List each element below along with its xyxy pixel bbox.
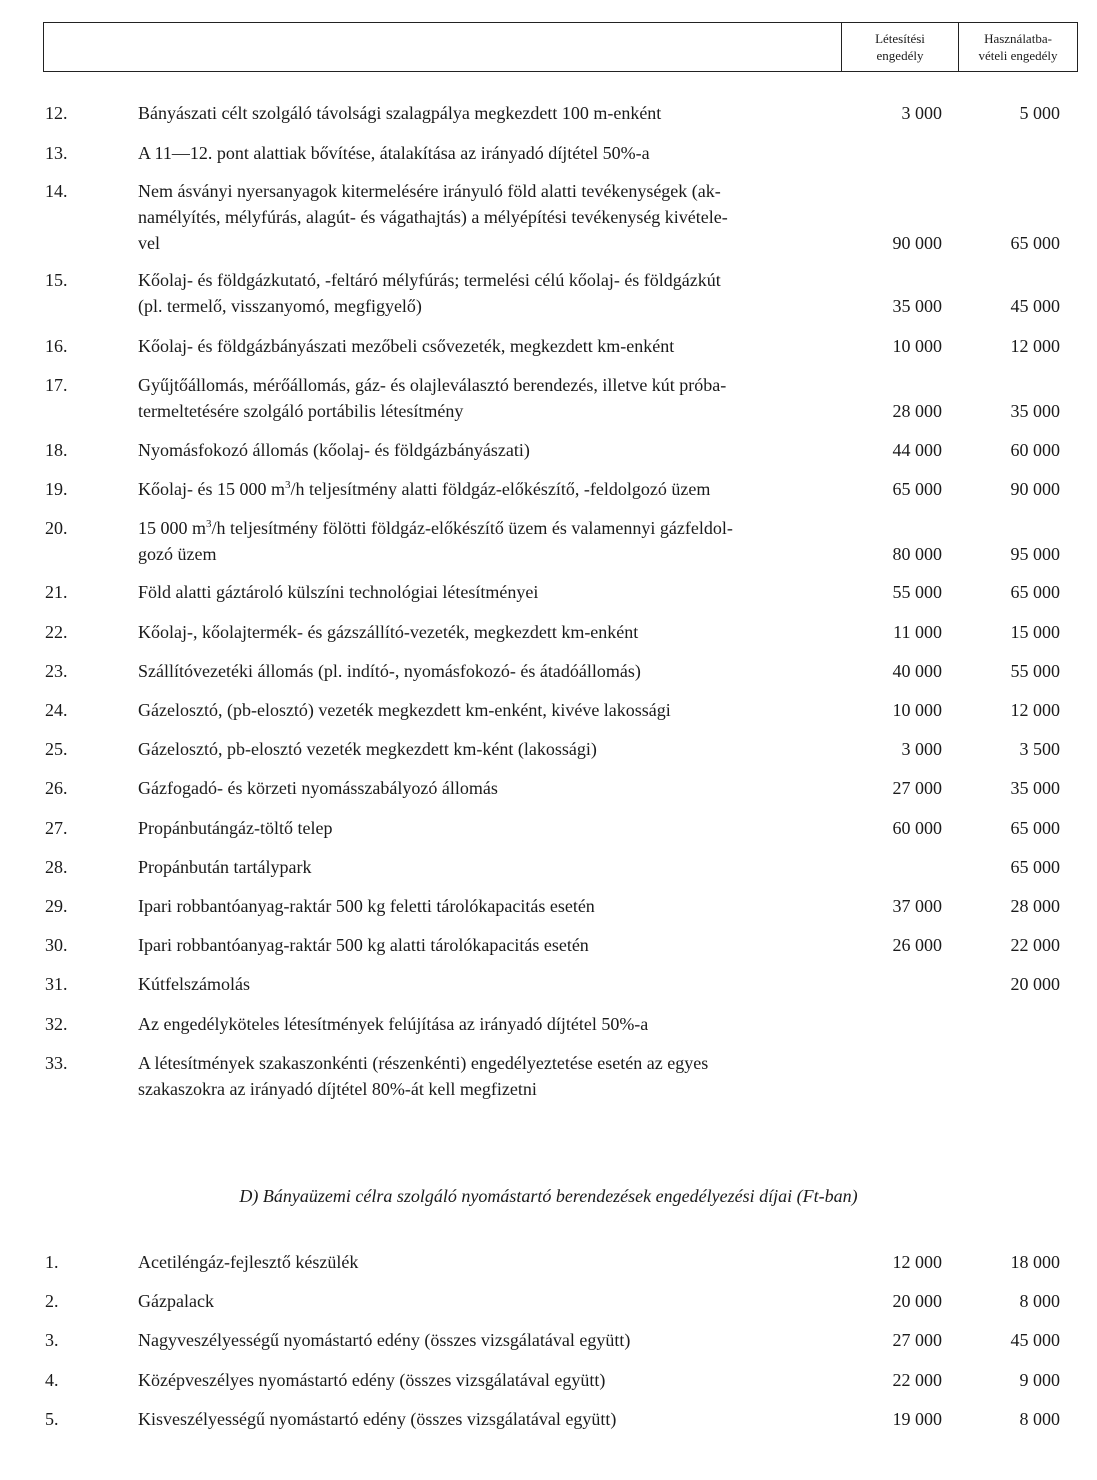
row-description: [138, 775, 843, 801]
table-row: [0, 854, 1097, 880]
table-row: [0, 775, 1097, 801]
fee-hasznalatbaveteli: 45 000: [1010, 1330, 1060, 1350]
row-number: 29.: [45, 896, 68, 916]
description-line: Gyűjtőállomás, mérőállomás, gáz- és olajleválasztó berendezés, illetve kút próba-: [138, 375, 727, 395]
fee-letesitesi: 12 000: [892, 1252, 942, 1272]
description-line: Kútfelszámolás: [138, 974, 250, 994]
description-line: Nem ásványi nyersanyagok kitermelésére irányuló föld alatti tevékenységek (ak-: [138, 181, 721, 201]
row-description: [138, 267, 843, 319]
row-number: 27.: [45, 818, 68, 838]
row-number: 1.: [45, 1252, 59, 1272]
fee-hasznalatbaveteli: 90 000: [1010, 479, 1060, 499]
header-col-letesitesi: [841, 23, 958, 71]
table-row: [0, 476, 1097, 502]
table-row: [0, 658, 1097, 684]
row-description: [138, 1011, 843, 1037]
row-description: [138, 1249, 843, 1275]
table-row: [0, 736, 1097, 762]
description-line: Ipari robbantóanyag-raktár 500 kg alatti tárolókapacitás esetén: [138, 935, 589, 955]
description-line: (pl. termelő, visszanyomó, megfigyelő): [138, 296, 422, 316]
description-line: Kőolaj-, kőolajtermék- és gázszállító-vezeték, megkezdett km-enként: [138, 622, 639, 642]
fee-hasznalatbaveteli: 95 000: [1010, 544, 1060, 564]
description-line: Az engedélyköteles létesítmények felújítása az irányadó díjtétel 50%-a: [138, 1014, 649, 1034]
description-line: vel: [138, 233, 160, 253]
fee-hasznalatbaveteli: 45 000: [1010, 296, 1060, 316]
fee-hasznalatbaveteli: 12 000: [1010, 700, 1060, 720]
description-line: Kőolaj- és földgázbányászati mezőbeli csővezeték, megkezdett km-enként: [138, 336, 675, 356]
fee-hasznalatbaveteli: 8 000: [1019, 1291, 1060, 1311]
row-description: [138, 736, 843, 762]
fee-letesitesi: 65 000: [892, 479, 942, 499]
fee-hasznalatbaveteli: 15 000: [1010, 622, 1060, 642]
fee-hasznalatbaveteli: 65 000: [1010, 857, 1060, 877]
row-number: 32.: [45, 1014, 68, 1034]
description-line: A létesítmények szakaszonkénti (részenkénti) engedélyeztetése esetén az egyes: [138, 1053, 709, 1073]
fee-hasznalatbaveteli: 18 000: [1010, 1252, 1060, 1272]
table-row: [0, 1288, 1097, 1314]
row-number: 26.: [45, 778, 68, 798]
row-number: 19.: [45, 479, 68, 499]
description-line: Középveszélyes nyomástartó edény (összes vizsgálatával együtt): [138, 1370, 606, 1390]
description-line: Propánbután tartálypark: [138, 857, 312, 877]
row-number: 25.: [45, 739, 68, 759]
table-row: [0, 1050, 1097, 1102]
description-line: Gázpalack: [138, 1291, 214, 1311]
table-row: [0, 1367, 1097, 1393]
row-description: [138, 619, 843, 645]
row-number: 5.: [45, 1409, 59, 1429]
description-line: namélyítés, mélyfúrás, alagút- és vágathajtás) a mélyépítési tevékenység kivétele-: [138, 207, 728, 227]
description-line: termeltetésére szolgáló portábilis létesítmény: [138, 401, 464, 421]
fee-hasznalatbaveteli: 5 000: [1019, 103, 1060, 123]
description-line: szakaszokra az irányadó díjtétel 80%-át kell megfizetni: [138, 1079, 537, 1099]
description-line: Propánbutángáz-töltő telep: [138, 818, 333, 838]
description-line: gozó üzem: [138, 544, 217, 564]
row-description: [138, 1050, 843, 1102]
description-line: A 11—12. pont alattiak bővítése, átalakítása az irányadó díjtétel 50%-a: [138, 143, 650, 163]
fee-letesitesi: 26 000: [892, 935, 942, 955]
row-number: 33.: [45, 1053, 68, 1073]
row-number: 13.: [45, 143, 68, 163]
table-row: [0, 140, 1097, 166]
table-header: [43, 22, 1078, 72]
row-number: 24.: [45, 700, 68, 720]
description-line: Kőolaj- és 15 000 $m^3/h$ teljesítmény alatti földgáz-előkészítő, -feldolgozó üzem: [138, 479, 711, 499]
fee-letesitesi: 40 000: [892, 661, 942, 681]
description-line: Szállítóvezetéki állomás (pl. indító-, nyomásfokozó- és átadóállomás): [138, 661, 641, 681]
fee-letesitesi: 3 000: [901, 103, 942, 123]
row-description: [138, 1327, 843, 1353]
table-row: [0, 893, 1097, 919]
row-description: [138, 333, 843, 359]
row-number: 3.: [45, 1330, 59, 1350]
row-description: [138, 932, 843, 958]
row-description: [138, 100, 843, 126]
fee-letesitesi: 22 000: [892, 1370, 942, 1390]
table-row: [0, 619, 1097, 645]
description-line: Gázelosztó, (pb-elosztó) vezeték megkezdett km-enként, kivéve lakossági: [138, 700, 671, 720]
fee-hasznalatbaveteli: 60 000: [1010, 440, 1060, 460]
fee-hasznalatbaveteli: 55 000: [1010, 661, 1060, 681]
fee-letesitesi: 20 000: [892, 1291, 942, 1311]
fee-hasznalatbaveteli: 20 000: [1010, 974, 1060, 994]
table-row: [0, 178, 1097, 256]
description-line: Nyomásfokozó állomás (kőolaj- és földgázbányászati): [138, 440, 530, 460]
description-line: 15 000 $m^3/h$ teljesítmény fölötti földgáz-előkészítő üzem és valamennyi gázfeldol-: [138, 518, 733, 538]
row-description: [138, 893, 843, 919]
fee-letesitesi: 19 000: [892, 1409, 942, 1429]
table-row: [0, 579, 1097, 605]
row-number: 15.: [45, 270, 68, 290]
row-number: 12.: [45, 103, 68, 123]
header-col1-line1: Létesítési: [875, 31, 925, 46]
description-line: Bányászati célt szolgáló távolsági szalagpálya megkezdett 100 m-enként: [138, 103, 662, 123]
row-description: [138, 697, 843, 723]
fee-letesitesi: 11 000: [893, 622, 942, 642]
row-number: 31.: [45, 974, 68, 994]
row-description: [138, 658, 843, 684]
fee-letesitesi: 90 000: [892, 233, 942, 253]
row-description: [138, 476, 843, 502]
fee-letesitesi: 37 000: [892, 896, 942, 916]
row-number: 28.: [45, 857, 68, 877]
description-line: Kisveszélyességű nyomástartó edény (összes vizsgálatával együtt): [138, 1409, 617, 1429]
row-description: [138, 1288, 843, 1314]
fee-hasznalatbaveteli: 35 000: [1010, 401, 1060, 421]
fee-hasznalatbaveteli: 3 500: [1019, 739, 1060, 759]
row-description: [138, 1367, 843, 1393]
fee-letesitesi: 27 000: [892, 778, 942, 798]
header-col-hasznalatbaveteli: [958, 23, 1077, 71]
row-number: 2.: [45, 1291, 59, 1311]
row-description: [138, 178, 843, 256]
table-row: [0, 267, 1097, 319]
table-row: [0, 1011, 1097, 1037]
row-number: 18.: [45, 440, 68, 460]
row-number: 20.: [45, 518, 68, 538]
row-description: [138, 815, 843, 841]
table-row: [0, 1327, 1097, 1353]
row-number: 22.: [45, 622, 68, 642]
description-line: Gázelosztó, pb-elosztó vezeték megkezdett km-ként (lakossági): [138, 739, 597, 759]
row-description: [138, 437, 843, 463]
fee-letesitesi: 35 000: [892, 296, 942, 316]
fee-letesitesi: 55 000: [892, 582, 942, 602]
row-description: [138, 372, 843, 424]
table-row: [0, 815, 1097, 841]
description-line: Acetiléngáz-fejlesztő készülék: [138, 1252, 359, 1272]
table-row: [0, 333, 1097, 359]
fee-letesitesi: 3 000: [901, 739, 942, 759]
row-number: 23.: [45, 661, 68, 681]
fee-hasznalatbaveteli: 65 000: [1010, 818, 1060, 838]
table-row: [0, 1249, 1097, 1275]
row-number: 17.: [45, 375, 68, 395]
description-line: Kőolaj- és földgázkutató, -feltáró mélyfúrás; termelési célú kőolaj- és földgázkút: [138, 270, 721, 290]
fee-letesitesi: 10 000: [892, 336, 942, 356]
row-description: [138, 579, 843, 605]
fee-hasznalatbaveteli: 22 000: [1010, 935, 1060, 955]
fee-letesitesi: 10 000: [892, 700, 942, 720]
fee-hasznalatbaveteli: 65 000: [1010, 582, 1060, 602]
fee-letesitesi: 28 000: [892, 401, 942, 421]
fee-hasznalatbaveteli: 28 000: [1010, 896, 1060, 916]
section-d-title: D) Bányaüzemi célra szolgáló nyomástartó berendezések engedélyezési díjai (Ft-ban): [239, 1186, 858, 1206]
description-line: Gázfogadó- és körzeti nyomásszabályozó állomás: [138, 778, 498, 798]
row-number: 30.: [45, 935, 68, 955]
row-number: 14.: [45, 181, 68, 201]
table-row: [0, 1406, 1097, 1432]
description-line: Föld alatti gáztároló külszíni technológiai létesítményei: [138, 582, 539, 602]
description-line: Nagyveszélyességű nyomástartó edény (összes vizsgálatával együtt): [138, 1330, 631, 1350]
fee-letesitesi: 60 000: [892, 818, 942, 838]
row-number: 16.: [45, 336, 68, 356]
fee-hasznalatbaveteli: 12 000: [1010, 336, 1060, 356]
fee-hasznalatbaveteli: 35 000: [1010, 778, 1060, 798]
row-number: 21.: [45, 582, 68, 602]
row-description: [138, 140, 843, 166]
row-number: 4.: [45, 1370, 59, 1390]
row-description: [138, 515, 843, 567]
fee-hasznalatbaveteli: 65 000: [1010, 233, 1060, 253]
row-description: [138, 854, 843, 880]
table-row: [0, 437, 1097, 463]
header-col2-line2: vételi engedély: [978, 48, 1058, 63]
table-row: [0, 697, 1097, 723]
header-col1-line2: engedély: [876, 48, 924, 63]
row-description: [138, 1406, 843, 1432]
fee-hasznalatbaveteli: 9 000: [1019, 1370, 1060, 1390]
fee-letesitesi: 27 000: [892, 1330, 942, 1350]
fee-letesitesi: 44 000: [892, 440, 942, 460]
table-row: [0, 971, 1097, 997]
description-line: Ipari robbantóanyag-raktár 500 kg feletti tárolókapacitás esetén: [138, 896, 595, 916]
table-row: [0, 515, 1097, 567]
row-description: [138, 971, 843, 997]
fee-hasznalatbaveteli: 8 000: [1019, 1409, 1060, 1429]
table-row: [0, 932, 1097, 958]
header-col2-line1: Használatba-: [984, 31, 1052, 46]
fee-letesitesi: 80 000: [892, 544, 942, 564]
table-row: [0, 100, 1097, 126]
table-row: [0, 372, 1097, 424]
